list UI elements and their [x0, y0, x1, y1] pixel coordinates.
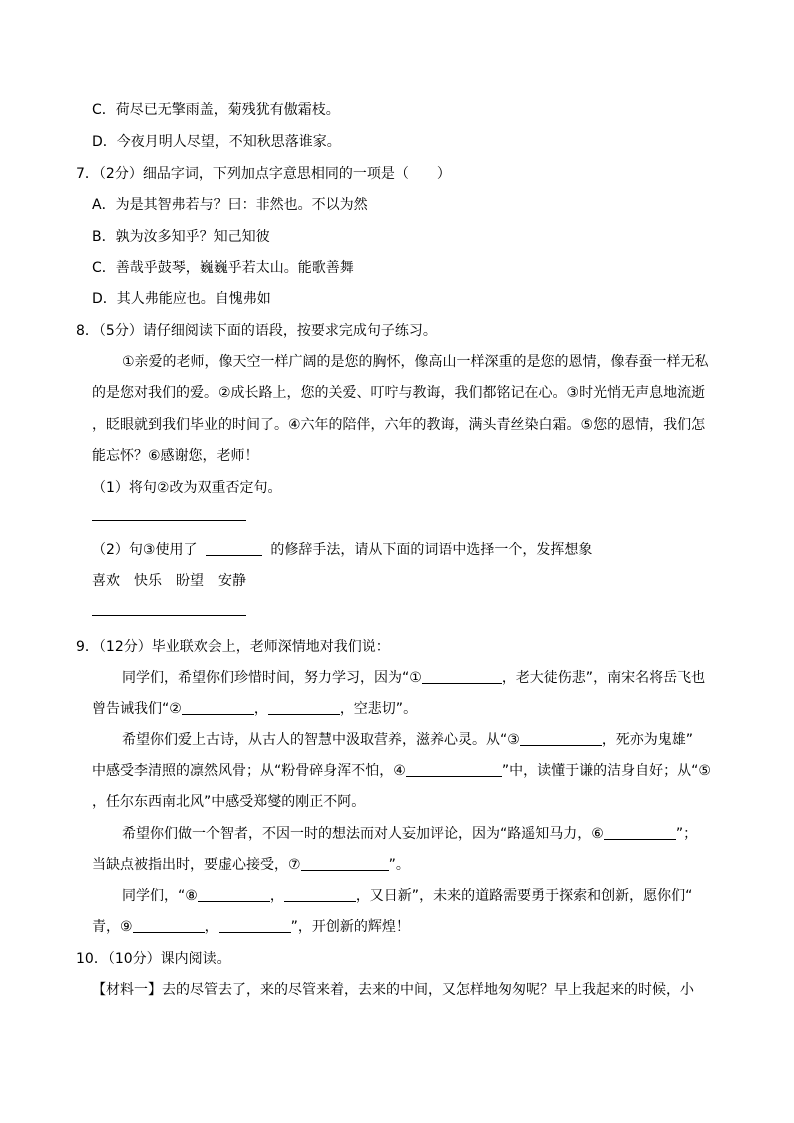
q9-text: ，空悲切”。 — [339, 701, 418, 717]
q9-text: 同学们，“⑧ — [122, 888, 198, 904]
q9-line — [122, 731, 693, 749]
q9-text: ，死亦为鬼雄” — [601, 732, 694, 748]
q9-line: ，任尔东西南北风”中感受郑燮的刚正不阿。 — [92, 794, 366, 810]
q9-blank-6[interactable] — [604, 825, 676, 840]
q9-line — [92, 762, 711, 780]
q9-text: ”。 — [388, 857, 410, 873]
q9-text: 当缺点被指出时，要虚心接受，⑦ — [92, 857, 301, 873]
q9-blank-2a[interactable] — [182, 700, 254, 715]
q9-text: 曾告诫我们“② — [92, 701, 182, 717]
q9-line — [122, 825, 697, 843]
q8-paragraph-line: 能忘怀？⑥感谢您，老师！ — [92, 448, 259, 464]
q9-text: ”； — [675, 826, 698, 842]
q9-line — [92, 918, 410, 936]
q10-material-1: 【材料一】去的尽管去了，来的尽管来着，去来的中间，又怎样地匆匆呢？早上我起来的时候，小 — [92, 982, 694, 998]
q9-line — [122, 669, 705, 687]
q9-text: ， — [204, 919, 219, 935]
q8-paragraph-line: 的是您对我们的爱。②成长路上，您的关爱、叮咛与教诲，我们都铭记在心。③时光悄无声息地流逝 — [92, 385, 706, 401]
q8-sub2-text: （2）句③使用了 — [92, 542, 198, 558]
q9-line — [92, 700, 417, 718]
q6-option-d: D．今夜月明人尽望，不知秋思落谁家。 — [92, 134, 341, 150]
q9-blank-7[interactable] — [301, 856, 389, 871]
q9-text: 青，⑨ — [92, 919, 133, 935]
q8-sub2-blank[interactable] — [206, 541, 262, 556]
q9-text: ，又日新”，未来的道路需要勇于探索和创新，愿你们“ — [355, 888, 693, 904]
q9-blank-3[interactable] — [520, 731, 602, 746]
q7-stem: 7．（2分）细品字词，下列加点字意思相同的一项是（ ） — [76, 166, 451, 182]
q9-stem: 9．（12分）毕业联欢会上，老师深情地对我们说： — [76, 639, 390, 655]
q9-blank-1[interactable] — [422, 669, 502, 684]
q9-text: 希望你们爱上古诗，从古人的智慧中汲取营养，滋养心灵。从“③ — [122, 732, 520, 748]
q9-blank-8b[interactable] — [284, 887, 356, 902]
q8-paragraph-line: ①亲爱的老师，像天空一样广阔的是您的胸怀，像高山一样深重的是您的恩情，像春蚕一样无私 — [122, 354, 709, 370]
q9-line — [122, 887, 692, 905]
q9-blank-9a[interactable] — [133, 918, 205, 933]
q8-paragraph-line: ，眨眼就到我们毕业的时间了。④六年的陪伴，六年的教诲，满头青丝染白霜。⑤您的恩情，我们怎 — [92, 417, 706, 433]
q9-blank-9b[interactable] — [219, 918, 291, 933]
q7-option-c: C．善哉乎鼓琴，巍巍乎若太山。能歌善舞 — [92, 260, 354, 276]
q8-word-choices: 喜欢 快乐 盼望 安静 — [92, 573, 246, 589]
q9-text: ，老大徒伤悲”，南宋名将岳飞也 — [501, 670, 706, 686]
q7-option-d: D．其人弗能应也。自愧弗如 — [92, 291, 271, 307]
q8-sub2-text: 的修辞手法，请从下面的词语中选择一个，发挥想象 — [270, 542, 593, 558]
q8-sub1-answer-line[interactable] — [92, 520, 246, 521]
q9-blank-4[interactable] — [406, 762, 502, 777]
q9-text: 中感受李清照的凛然风骨；从“粉骨碎身浑不怕，④ — [92, 763, 406, 779]
q8-sub2 — [92, 541, 592, 559]
q9-text: ， — [269, 888, 284, 904]
q9-line — [92, 856, 410, 874]
q9-text: 希望你们做一个智者，不因一时的想法而对人妄加评论，因为“路遥知马力，⑥ — [122, 826, 604, 842]
q8-sub2-answer-line[interactable] — [92, 615, 246, 616]
q6-option-c: C．荷尽已无擎雨盖，菊残犹有傲霜枝。 — [92, 102, 340, 118]
q7-option-a: A．为是其智弗若与？曰：非然也。不以为然 — [92, 197, 368, 213]
q9-text: ”中，读懂于谦的洁身自好；从“⑤ — [501, 763, 711, 779]
q8-stem: 8．（5分）请仔细阅读下面的语段，按要求完成句子练习。 — [76, 323, 437, 339]
q9-text: ， — [253, 701, 268, 717]
q9-text: ”，开创新的辉煌！ — [290, 919, 410, 935]
q10-stem: 10．（10分）课内阅读。 — [76, 951, 231, 967]
q9-text: 同学们，希望你们珍惜时间，努力学习，因为“① — [122, 670, 422, 686]
q8-sub1: （1）将句②改为双重否定句。 — [92, 480, 282, 496]
q9-blank-2b[interactable] — [268, 700, 340, 715]
q9-blank-8a[interactable] — [198, 887, 270, 902]
q7-option-b: B．孰为汝多知乎？知己知彼 — [92, 229, 270, 245]
